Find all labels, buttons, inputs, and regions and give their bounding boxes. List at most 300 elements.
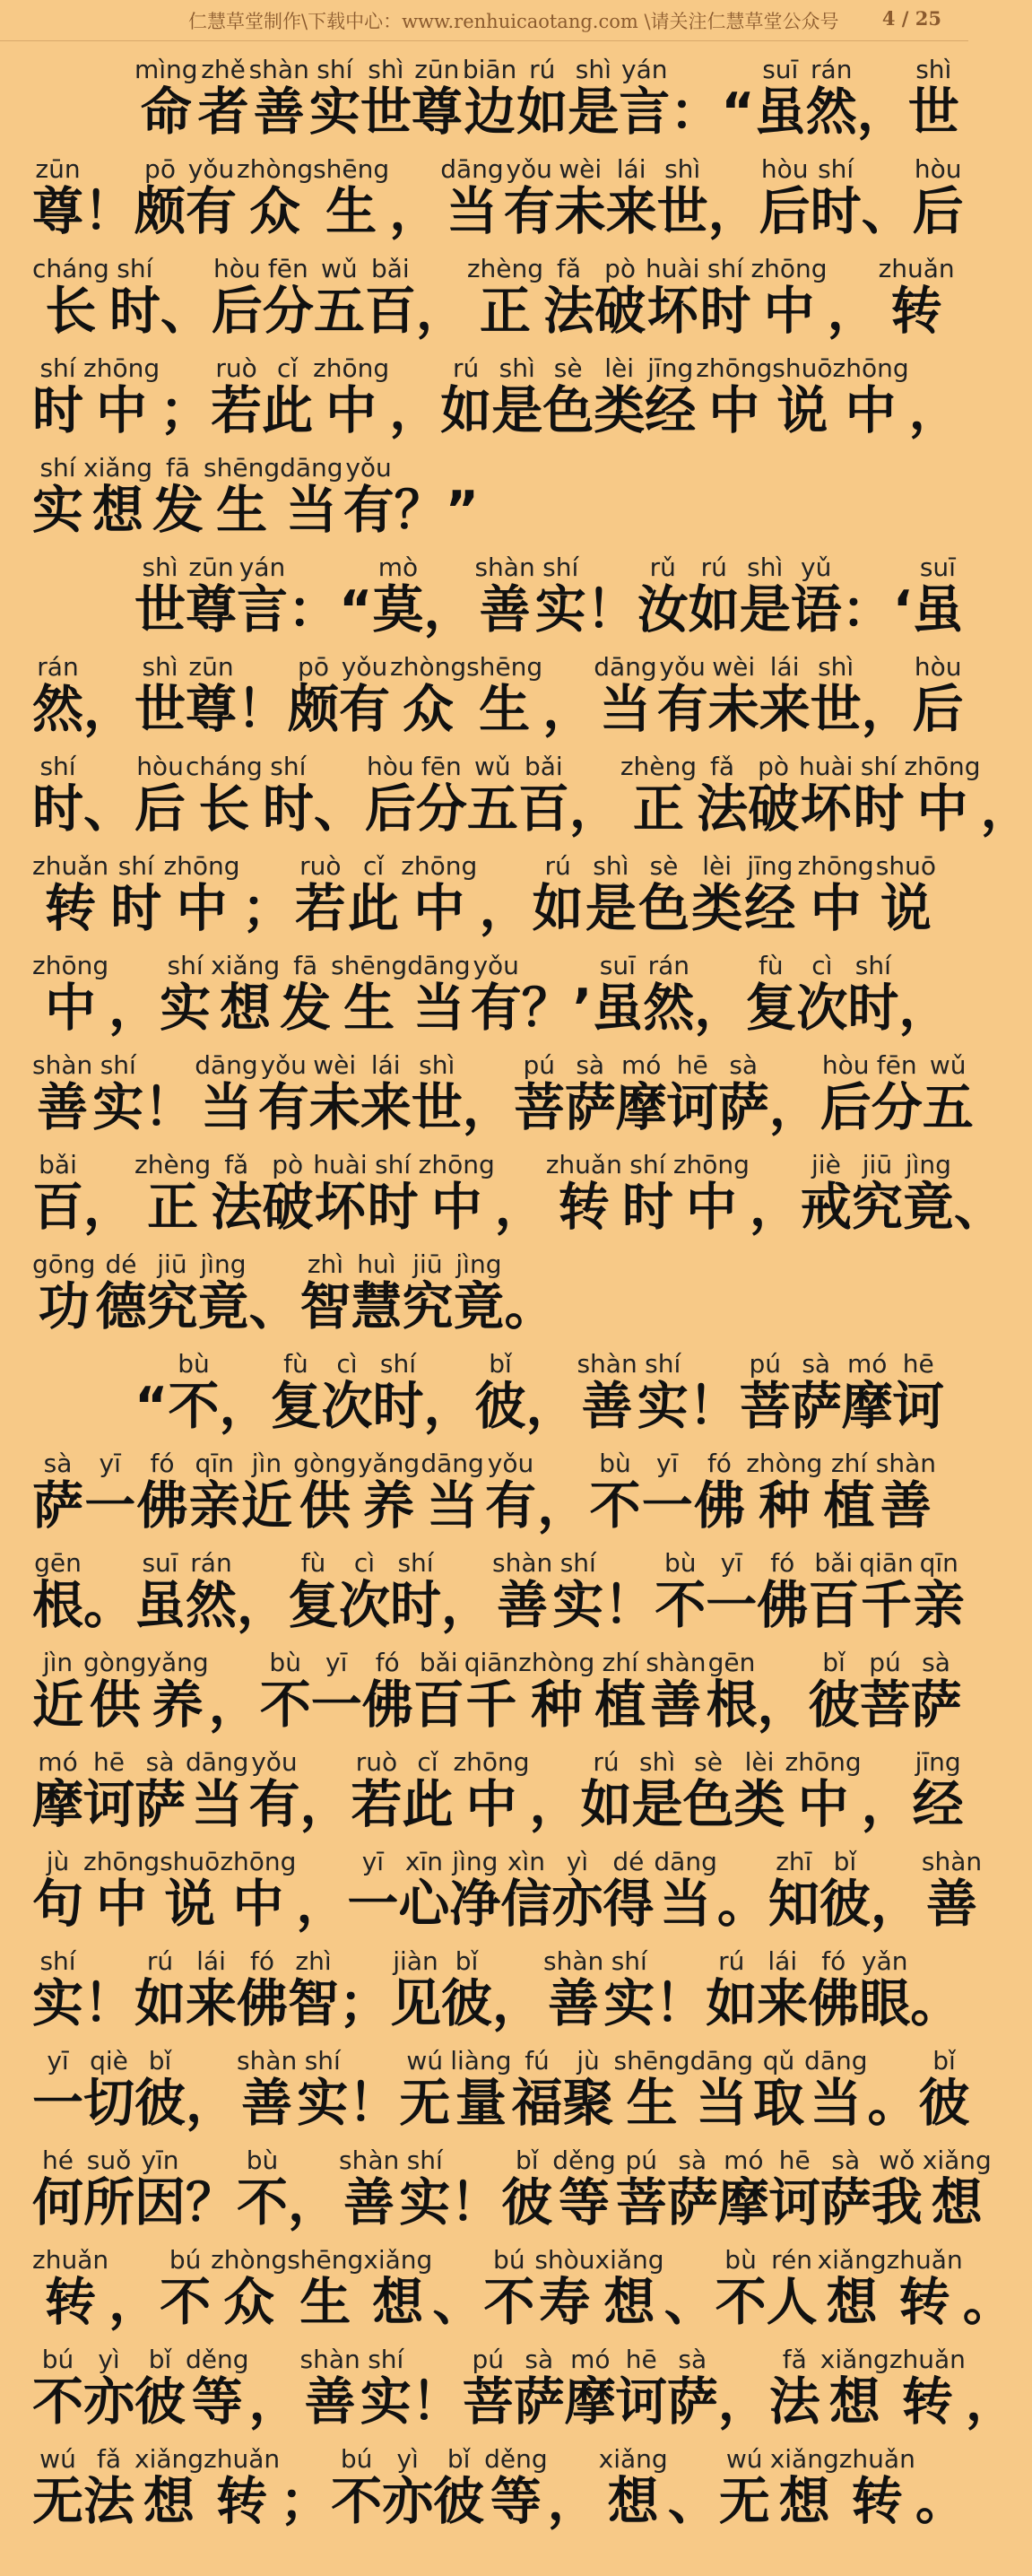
ruby-segment: [616, 2147, 667, 2232]
pinyin: shì: [818, 652, 854, 682]
ruby-segment: [632, 1749, 683, 1833]
pinyin: wú: [725, 2444, 763, 2474]
ruby-segment: [599, 2446, 668, 2530]
hanzi: 彼: [134, 2074, 186, 2133]
pinyin: zhōng: [163, 851, 240, 881]
hanzi: 来: [759, 680, 811, 739]
hanzi: 生: [325, 182, 377, 241]
ruby-segment: [237, 1550, 288, 1634]
pinyin: fó: [375, 1648, 400, 1677]
ruby-segment: [263, 753, 314, 838]
ruby-segment: [440, 156, 503, 240]
ruby-segment: [872, 2147, 923, 2232]
hanzi: ，: [296, 1875, 348, 1934]
hanzi: 如: [516, 83, 568, 142]
ruby-segment: [134, 753, 186, 838]
ruby-segment: [909, 355, 960, 439]
ruby-segment: [339, 1550, 390, 1634]
ruby-segment: [134, 1550, 186, 1634]
ruby-segment: [262, 355, 313, 439]
ruby-segment: [321, 1351, 372, 1435]
ruby-segment: [501, 2147, 552, 2232]
hanzi: 时: [110, 879, 162, 938]
pinyin: xīn: [404, 1847, 443, 1876]
hanzi: ，: [479, 879, 531, 938]
pinyin: hé: [42, 2145, 74, 2175]
hanzi: 植: [594, 1675, 646, 1735]
ruby-segment: [689, 554, 740, 639]
ruby-segment: [32, 1152, 83, 1236]
hanzi: ？: [186, 2173, 237, 2232]
hanzi: 量: [455, 2074, 507, 2133]
hanzi: 善: [925, 1875, 977, 1934]
ruby-segment: [646, 256, 699, 340]
ruby-segment: [785, 1749, 862, 1833]
hanzi: 善: [497, 1576, 549, 1635]
pinyin: zhōng: [83, 353, 160, 383]
hanzi: 智: [288, 1974, 339, 2033]
ruby-segment: [908, 57, 959, 141]
ruby-segment: [694, 953, 745, 1037]
ruby-segment: [518, 753, 569, 838]
ruby-segment: [745, 953, 796, 1037]
pinyin: zhí: [830, 1449, 868, 1478]
hanzi: 实: [297, 2074, 349, 2133]
hanzi: 、: [248, 1277, 300, 1336]
hanzi: 不: [655, 1576, 707, 1635]
pinyin: rú: [544, 851, 571, 881]
hanzi: 近: [32, 1675, 83, 1735]
hanzi: 时: [367, 1178, 419, 1237]
ruby-segment: [770, 2446, 839, 2530]
ruby-segment: [811, 156, 862, 240]
ruby-segment: [670, 57, 754, 141]
hanzi: 取: [753, 2074, 805, 2133]
pinyin: sà: [43, 1449, 73, 1478]
hanzi: 想: [778, 2472, 830, 2531]
ruby-segment: [339, 2147, 399, 2232]
ruby-segment: [463, 57, 516, 141]
pinyin: sè: [649, 851, 679, 881]
ruby-segment: [134, 1351, 168, 1435]
pinyin: fó: [821, 1946, 846, 1976]
ruby-segment: [746, 1450, 822, 1535]
pinyin: sà: [678, 2345, 707, 2374]
hanzi: 菩: [462, 2372, 514, 2432]
hanzi: 法: [543, 282, 595, 341]
pinyin: ruò: [355, 1747, 398, 1777]
pinyin: shàn: [543, 1946, 604, 1976]
hanzi: 竟: [197, 1277, 249, 1336]
ruby-segment: [594, 256, 646, 340]
ruby-segment: [358, 1450, 420, 1535]
hanzi: 后: [364, 779, 416, 839]
pinyin: xiǎng: [769, 2444, 839, 2474]
hanzi: ！: [655, 1974, 707, 2033]
ruby-segment: [186, 1550, 237, 1634]
hanzi: 转: [45, 2273, 97, 2332]
ruby-segment: [667, 2346, 718, 2431]
hanzi: 破: [262, 1178, 314, 1237]
hanzi: 得: [603, 1875, 655, 1934]
hanzi: 千: [465, 1675, 517, 1735]
hanzi: 复: [288, 1576, 339, 1635]
hanzi: ！: [688, 1377, 740, 1436]
pinyin: hē: [676, 1050, 708, 1080]
hanzi: 究: [146, 1277, 198, 1336]
hanzi: 萨: [134, 1775, 186, 1834]
pinyin: wǔ: [929, 1050, 967, 1080]
ruby-segment: [913, 156, 964, 240]
ruby-segment: [83, 753, 134, 838]
ruby-segment: [368, 1152, 419, 1236]
hanzi: 尊: [411, 83, 463, 142]
pinyin: zhuǎn: [889, 2345, 966, 2374]
ruby-segment: [220, 1849, 296, 1933]
pinyin: zhōng: [832, 353, 909, 383]
pinyin: shēng: [287, 2245, 364, 2275]
pinyin: bǐ: [515, 2145, 539, 2175]
hanzi: 信: [500, 1875, 552, 1934]
pinyin: xiǎng: [594, 2245, 664, 2275]
ruby-segment: [412, 1052, 463, 1136]
text-line: [0, 2132, 992, 2232]
pinyin: shì: [419, 1050, 455, 1080]
ruby-segment: [401, 853, 477, 937]
ruby-segment: [638, 853, 689, 937]
ruby-segment: [569, 753, 620, 838]
ruby-segment: [331, 953, 407, 1037]
hanzi: ，: [694, 979, 746, 1038]
ruby-segment: [820, 1849, 871, 1933]
hanzi: 然: [32, 680, 83, 739]
ruby-segment: [673, 1152, 750, 1236]
pinyin: bù: [663, 1548, 697, 1578]
hanzi: 摩: [615, 1078, 667, 1137]
hanzi: 如: [440, 381, 492, 440]
pinyin: suǒ: [86, 2145, 132, 2175]
ruby-segment: [500, 1849, 551, 1933]
ruby-segment: [108, 2247, 160, 2331]
hanzi: 然: [186, 1576, 237, 1635]
pinyin: rǔ: [649, 553, 676, 582]
hanzi: 类: [691, 879, 743, 938]
pinyin: zhōng: [83, 1847, 160, 1876]
hanzi: 中: [810, 879, 862, 938]
hanzi: ，: [768, 1078, 820, 1137]
hanzi: 、: [861, 182, 913, 241]
ruby-segment: [504, 1251, 555, 1336]
pinyin: rán: [190, 1548, 232, 1578]
ruby-segment: [535, 554, 586, 639]
hanzi: 类: [594, 381, 646, 440]
hanzi: 次: [339, 1576, 390, 1635]
pinyin: xiǎng: [134, 2444, 204, 2474]
pinyin: mó: [621, 1050, 662, 1080]
ruby-segment: [642, 1450, 693, 1535]
pinyin: huì: [357, 1249, 396, 1279]
ruby-segment: [186, 2346, 249, 2431]
hanzi: ，: [525, 1377, 577, 1436]
ruby-segment: [262, 1152, 313, 1236]
pinyin: shēng: [313, 154, 390, 184]
ruby-segment: [694, 1450, 745, 1535]
hanzi: 。: [915, 2472, 967, 2531]
hanzi: 未: [554, 182, 606, 241]
ruby-segment: [402, 1749, 453, 1833]
ruby-segment: [668, 2446, 719, 2530]
hanzi: 转: [901, 2372, 953, 2432]
hanzi: ！: [83, 1974, 134, 2033]
hanzi: 当: [696, 2074, 748, 2133]
pinyin: shí: [379, 1349, 417, 1379]
hanzi: 等: [559, 2173, 611, 2232]
hanzi: 。: [716, 1875, 768, 1934]
ruby-segment: [718, 1052, 769, 1136]
hanzi: ，: [707, 182, 759, 241]
ruby-segment: [160, 355, 211, 439]
ruby-segment: [811, 654, 862, 738]
ruby-segment: [211, 355, 262, 439]
pinyin: bǐ: [148, 2046, 172, 2076]
pinyin: gòng: [83, 1648, 147, 1677]
pinyin: hòu: [821, 1050, 870, 1080]
hanzi: 是: [568, 83, 620, 142]
ruby-segment: [382, 2446, 433, 2530]
pinyin: lèi: [744, 1747, 775, 1777]
hanzi: 亲: [913, 1576, 965, 1635]
text-line: [0, 639, 968, 738]
hanzi: 经: [912, 1775, 964, 1834]
hanzi: 生: [343, 979, 395, 1038]
hanzi: 百: [808, 1576, 860, 1635]
hanzi: 若: [351, 1775, 403, 1834]
ruby-segment: [551, 1849, 603, 1933]
pinyin: yán: [238, 553, 286, 582]
pinyin: yǒu: [260, 1050, 307, 1080]
pinyin: shēng: [204, 453, 281, 483]
hanzi: 众: [403, 680, 455, 739]
text-line: [0, 738, 1032, 839]
ruby-segment: [581, 1749, 632, 1833]
pinyin: pú: [472, 2345, 505, 2374]
pinyin: zhòng: [390, 652, 467, 682]
hanzi: 想: [372, 2273, 424, 2332]
hanzi: 汝: [637, 580, 689, 640]
hanzi: 虽: [592, 979, 644, 1038]
hanzi: ，: [717, 2372, 769, 2432]
ruby-segment: [32, 1749, 83, 1833]
pinyin: dāng: [654, 1847, 717, 1876]
ruby-segment: [842, 554, 913, 639]
hanzi: ，: [219, 1377, 271, 1436]
ruby-segment: [913, 1749, 964, 1833]
ruby-segment: [859, 1550, 913, 1634]
ruby-segment: [83, 455, 152, 539]
pinyin: cháng: [32, 254, 109, 283]
hanzi: 不: [589, 1476, 641, 1536]
ruby-segment: [463, 2346, 514, 2431]
pinyin: cǐ: [277, 353, 299, 383]
hanzi: 莫: [372, 580, 424, 640]
hanzi: 所: [83, 2173, 134, 2232]
ruby-segment: [32, 455, 83, 539]
hanzi: 净: [449, 1875, 501, 1934]
hanzi: 时: [390, 1576, 441, 1635]
ruby-segment: [542, 654, 594, 738]
pinyin: huài: [313, 1150, 368, 1179]
pinyin: jiè: [811, 1150, 841, 1179]
hanzi: ，: [494, 1178, 546, 1237]
pinyin: fēn: [421, 752, 462, 781]
hanzi: 亦: [83, 2372, 134, 2432]
ruby-segment: [83, 1849, 160, 1933]
pinyin: yǎng: [357, 1449, 421, 1478]
ruby-segment: [309, 1052, 360, 1136]
ruby-segment: [504, 156, 555, 240]
pinyin: lái: [196, 1946, 226, 1976]
hanzi: 生: [216, 481, 268, 540]
pinyin: zhōng: [672, 1150, 750, 1179]
hanzi: 供: [89, 1675, 141, 1735]
hanzi: 善: [650, 1675, 702, 1735]
hanzi: 如: [580, 1775, 632, 1834]
ruby-segment: [160, 1849, 220, 1933]
hanzi: 中: [685, 1178, 737, 1237]
ruby-segment: [204, 455, 280, 539]
ruby-segment: [32, 1948, 83, 2032]
hanzi: 边: [464, 83, 516, 142]
ruby-segment: [913, 654, 964, 738]
pinyin: zhuǎn: [204, 2444, 281, 2474]
ruby-segment: [211, 953, 280, 1037]
pinyin: fó: [150, 1449, 175, 1478]
ruby-segment: [311, 1649, 362, 1734]
ruby-segment: [464, 1649, 518, 1734]
ruby-segment: [862, 1749, 913, 1833]
pinyin: jīng: [747, 851, 794, 881]
pinyin: rú: [529, 55, 556, 84]
hanzi: 中: [176, 879, 228, 938]
pinyin: hòu: [213, 254, 261, 283]
ruby-segment: [299, 1251, 351, 1336]
hanzi: 一: [310, 1675, 362, 1735]
hanzi: 一: [84, 1476, 136, 1536]
hanzi: ，: [529, 1775, 581, 1834]
hanzi: 破: [594, 282, 646, 341]
hanzi: ，: [237, 1576, 288, 1635]
pinyin: mó: [847, 1349, 888, 1379]
ruby-segment: [160, 953, 211, 1037]
hanzi: 经: [645, 381, 697, 440]
pinyin: xiǎng: [598, 2444, 668, 2474]
ruby-segment: [109, 256, 160, 340]
hanzi: 菩: [739, 1377, 791, 1436]
ruby-segment: [542, 355, 594, 439]
pinyin: zhōng: [418, 1150, 495, 1179]
hanzi: 色: [542, 381, 594, 440]
ruby-segment: [407, 953, 470, 1037]
hanzi: 转: [851, 2472, 903, 2531]
pinyin: shí: [397, 1548, 434, 1578]
pinyin: shí: [611, 1946, 647, 1976]
pinyin: gēn: [34, 1548, 82, 1578]
ruby-segment: [485, 1450, 536, 1535]
pinyin: zūn: [188, 553, 234, 582]
hanzi: 、: [83, 779, 134, 839]
ruby-segment: [759, 654, 811, 738]
ruby-segment: [92, 1052, 143, 1136]
ruby-segment: [83, 1550, 134, 1634]
ruby-segment: [309, 57, 360, 141]
pinyin: shàn: [474, 553, 535, 582]
ruby-segment: [718, 2346, 769, 2431]
text-line: [0, 1435, 968, 1535]
hanzi: ，: [542, 680, 594, 739]
hanzi: ，: [980, 779, 1032, 839]
ruby-segment: [828, 256, 879, 340]
pinyin: suī: [762, 55, 799, 84]
ruby-segment: [32, 2147, 83, 2232]
hanzi: 实: [399, 2173, 451, 2232]
pinyin: lái: [616, 154, 646, 184]
pinyin: mó: [724, 2145, 764, 2175]
ruby-segment: [525, 1351, 577, 1435]
hanzi: 时: [108, 282, 160, 341]
hanzi: 当: [412, 979, 464, 1038]
hanzi: 彼: [134, 2372, 186, 2432]
pinyin: biān: [462, 55, 517, 84]
hanzi: ，: [248, 2372, 300, 2432]
pinyin: dé: [612, 1847, 645, 1876]
hanzi: 智: [299, 1277, 351, 1336]
pinyin: qīn: [195, 1449, 234, 1478]
hanzi: 世: [411, 1078, 463, 1137]
pinyin: shì: [142, 553, 178, 582]
hanzi: ，: [415, 282, 467, 341]
pinyin: mò: [377, 553, 419, 582]
pinyin: zhì: [295, 1946, 332, 1976]
pinyin: yì: [396, 2444, 419, 2474]
ruby-segment: [699, 256, 750, 340]
text-line: [0, 1833, 983, 1934]
text-line: [0, 1535, 968, 1634]
ruby-segment: [706, 1948, 757, 2032]
hanzi: 尊: [186, 580, 237, 640]
hanzi: 来: [360, 1078, 412, 1137]
pinyin: suī: [919, 553, 956, 582]
hanzi: 正: [632, 779, 684, 839]
ruby-segment: [796, 953, 847, 1037]
hanzi: 后: [820, 1078, 872, 1137]
header-title: 仁慧草堂制作\下载中心：www.renhuicaotang.com \请关注仁慧草堂公众号: [188, 11, 839, 32]
pinyin: bù: [269, 1648, 301, 1677]
hanzi: 萨: [666, 2173, 718, 2232]
ruby-segment: [134, 2147, 186, 2232]
hanzi: 法: [768, 2372, 820, 2432]
pinyin: shēng: [613, 2046, 690, 2076]
hanzi: 来: [757, 1974, 809, 2033]
hanzi: “: [134, 1377, 169, 1436]
hanzi: 摩: [32, 1775, 83, 1834]
pinyin: dāng: [280, 453, 343, 483]
ruby-segment: [734, 1749, 785, 1833]
ruby-segment: [514, 1052, 565, 1136]
text-line: [0, 439, 968, 539]
ruby-segment: [398, 1849, 449, 1933]
pinyin: shí: [707, 254, 744, 283]
ruby-segment: [260, 1649, 311, 1734]
